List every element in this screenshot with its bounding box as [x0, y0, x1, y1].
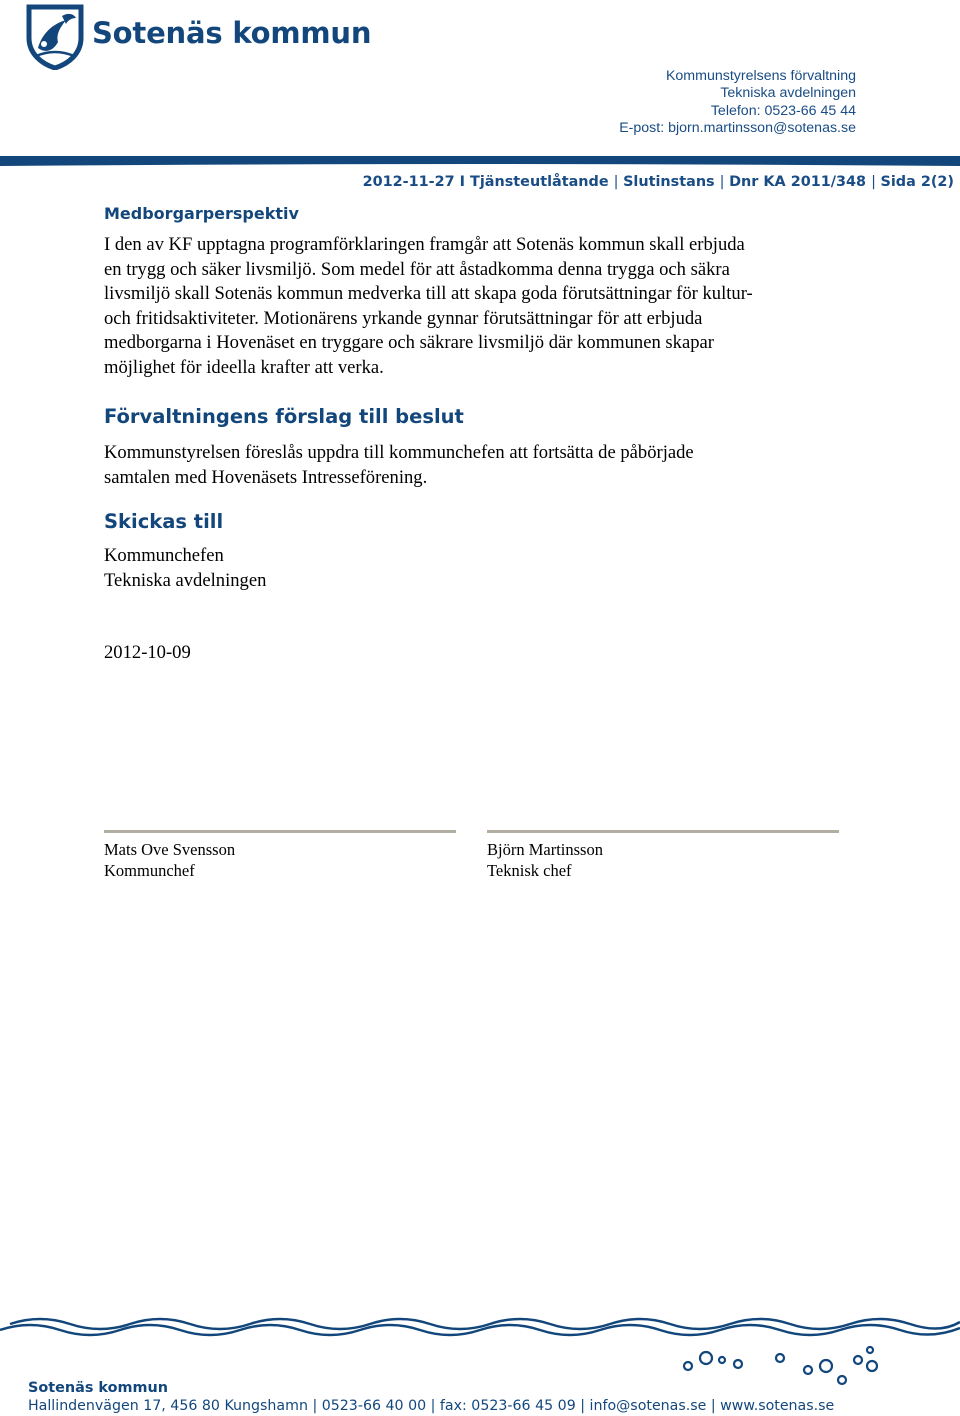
sotenas-logo: [26, 4, 372, 70]
meta-instance: Slutinstans: [623, 174, 715, 190]
paragraph-medborgarperspektiv: I den av KF upptagna programförklaringen framgår att Sotenäs kommun skall erbjuda en trygg och säker livsmiljö. Som medel för att åstadkomma denna trygga och säkra livsmiljö skall Sotenäs kommun medverka till att skapa goda förutsättningar för kultur- och fritidsaktiviteter. Motionärens yrkande gynnar förutsättningar för att erbjuda medborgarna i Hovenäset en tryggare och säkrare livsmiljö där kommunen skapar möjlighet för ideella krafter att verka.: [104, 234, 753, 378]
bubbles-icon: [684, 1347, 877, 1384]
footer-address: Hallindenvägen 17, 456 80 Kungshamn | 0523-66 40 00 | fax: 0523-66 45 09 | info@sotenas.se | www.sotenas.se: [28, 1398, 835, 1414]
recipient: Kommunchefen: [104, 545, 224, 566]
signature-block: [104, 840, 235, 881]
heading-forslag: Förvaltningens förslag till beslut: [104, 405, 464, 428]
meta-page: Sida 2(2): [880, 174, 954, 190]
header-wave-bar: [0, 154, 960, 168]
department: Kommunstyrelsens förvaltning: [665, 68, 856, 84]
signature-block: [487, 840, 603, 881]
recipient: Tekniska avdelningen: [104, 569, 267, 591]
recipient-list: [104, 544, 864, 593]
email: E-post: bjorn.martinsson@sotenas.se: [619, 119, 856, 136]
heading-medborgarperspektiv: Medborgarperspektiv: [104, 204, 299, 223]
meta-dnr: Dnr KA 2011/348: [729, 174, 867, 190]
signatory-title: Teknisk chef: [487, 860, 572, 880]
signatory-name: Björn Martinsson: [487, 840, 603, 859]
signatory-title: Kommunchef: [104, 860, 195, 880]
document-date: 2012-10-09: [104, 642, 191, 663]
signature-line: [487, 830, 839, 833]
footer-wave-decoration: [0, 1300, 960, 1390]
logo-wordmark: Sotenäs kommun: [92, 16, 372, 50]
contact-block: [619, 68, 856, 137]
unit: Tekniska avdelningen: [720, 85, 856, 102]
signatory-name: Mats Ove Svensson: [104, 840, 236, 859]
signature-line: [104, 830, 456, 833]
municipal-crest-icon: [26, 4, 84, 70]
phone: Telefon: 0523-66 45 44: [710, 102, 856, 119]
footer-organization: Sotenäs kommun: [28, 1380, 168, 1396]
paragraph-forslag: Kommunstyrelsen föreslås uppdra till kommunchefen att fortsätta de påbörjade samtalen med Hovenäsets Intresseförening.: [104, 442, 694, 488]
document-meta: 2012-11-27 I Tjänsteutlåtande | Slutinstans | Dnr KA 2011/348 | Sida 2(2): [362, 174, 954, 190]
heading-skickas-till: Skickas till: [104, 510, 224, 533]
meta-date-type: 2012-11-27 I Tjänsteutlåtande: [362, 174, 609, 190]
